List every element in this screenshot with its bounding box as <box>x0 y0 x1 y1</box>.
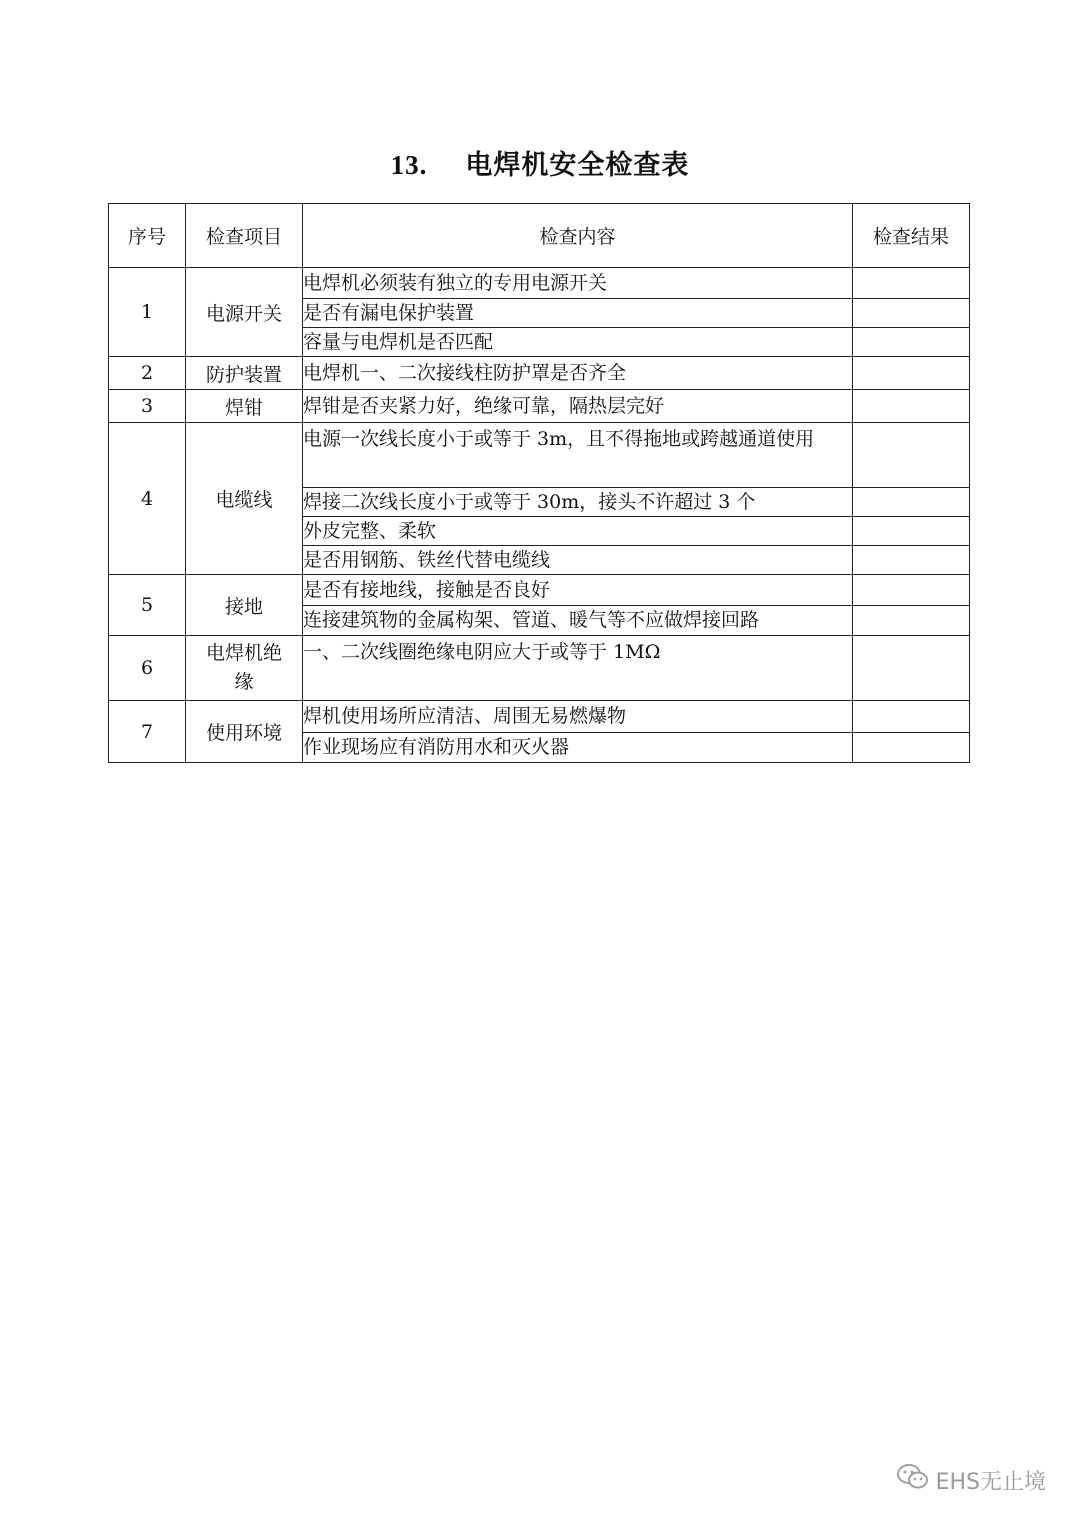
content-cell: 焊接二次线长度小于或等于 30m，接头不许超过 3 个 <box>303 488 853 517</box>
header-row <box>109 204 970 268</box>
table-row <box>109 423 970 488</box>
watermark-text: EHS无止境 <box>935 1469 1046 1495</box>
title-text: 电焊机安全检查表 <box>465 150 690 181</box>
result-cell[interactable] <box>853 517 970 546</box>
table-row <box>109 390 970 423</box>
result-cell[interactable] <box>853 488 970 517</box>
header-content: 检查内容 <box>303 204 853 268</box>
content-cell: 是否有接地线，接触是否良好 <box>303 575 853 606</box>
content-cell: 容量与电焊机是否匹配 <box>303 328 853 357</box>
content-cell: 焊机使用场所应清洁、周围无易燃爆物 <box>303 701 853 733</box>
seq-cell: 2 <box>109 357 186 390</box>
content-cell: 是否有漏电保护装置 <box>303 299 853 328</box>
content-cell: 电焊机一、二次接线柱防护罩是否齐全 <box>303 357 853 390</box>
result-cell[interactable] <box>853 636 970 701</box>
result-cell[interactable] <box>853 268 970 299</box>
seq-cell: 7 <box>109 701 186 763</box>
seq-cell: 5 <box>109 575 186 636</box>
table-row <box>109 701 970 733</box>
inspection-table <box>108 203 970 763</box>
item-cell: 使用环境 <box>186 701 303 763</box>
content-cell: 作业现场应有消防用水和灭火器 <box>303 733 853 763</box>
item-cell: 电缆线 <box>186 423 303 575</box>
seq-cell: 6 <box>109 636 186 701</box>
watermark <box>896 1463 1046 1497</box>
item-cell: 电源开关 <box>186 268 303 357</box>
table-row <box>109 357 970 390</box>
item-cell: 接地 <box>186 575 303 636</box>
wechat-icon <box>896 1463 936 1497</box>
content-cell: 焊钳是否夹紧力好，绝缘可靠，隔热层完好 <box>303 390 853 423</box>
title-number: 13. <box>390 150 428 180</box>
header-result: 检查结果 <box>853 204 970 268</box>
result-cell[interactable] <box>853 546 970 575</box>
seq-cell: 3 <box>109 390 186 423</box>
content-cell: 外皮完整、柔软 <box>303 517 853 546</box>
seq-cell: 1 <box>109 268 186 357</box>
page-title <box>0 143 1080 182</box>
table-row <box>109 636 970 701</box>
content-cell: 连接建筑物的金属构架、管道、暖气等不应做焊接回路 <box>303 606 853 636</box>
item-cell: 焊钳 <box>186 390 303 423</box>
result-cell[interactable] <box>853 390 970 423</box>
result-cell[interactable] <box>853 357 970 390</box>
header-seq: 序号 <box>109 204 186 268</box>
result-cell[interactable] <box>853 701 970 733</box>
content-cell: 电焊机必须装有独立的专用电源开关 <box>303 268 853 299</box>
result-cell[interactable] <box>853 606 970 636</box>
seq-cell: 4 <box>109 423 186 575</box>
result-cell[interactable] <box>853 423 970 488</box>
result-cell[interactable] <box>853 733 970 763</box>
table-row <box>109 575 970 606</box>
item-cell: 电焊机绝缘 <box>186 636 303 701</box>
result-cell[interactable] <box>853 299 970 328</box>
header-item: 检查项目 <box>186 204 303 268</box>
result-cell[interactable] <box>853 575 970 606</box>
table-row <box>109 268 970 299</box>
result-cell[interactable] <box>853 328 970 357</box>
content-cell: 电源一次线长度小于或等于 3m，且不得拖地或跨越通道使用 <box>303 423 853 488</box>
content-cell: 是否用钢筋、铁丝代替电缆线 <box>303 546 853 575</box>
content-cell: 一、二次线圈绝缘电阴应大于或等于 1MΩ <box>303 636 853 701</box>
item-cell: 防护装置 <box>186 357 303 390</box>
